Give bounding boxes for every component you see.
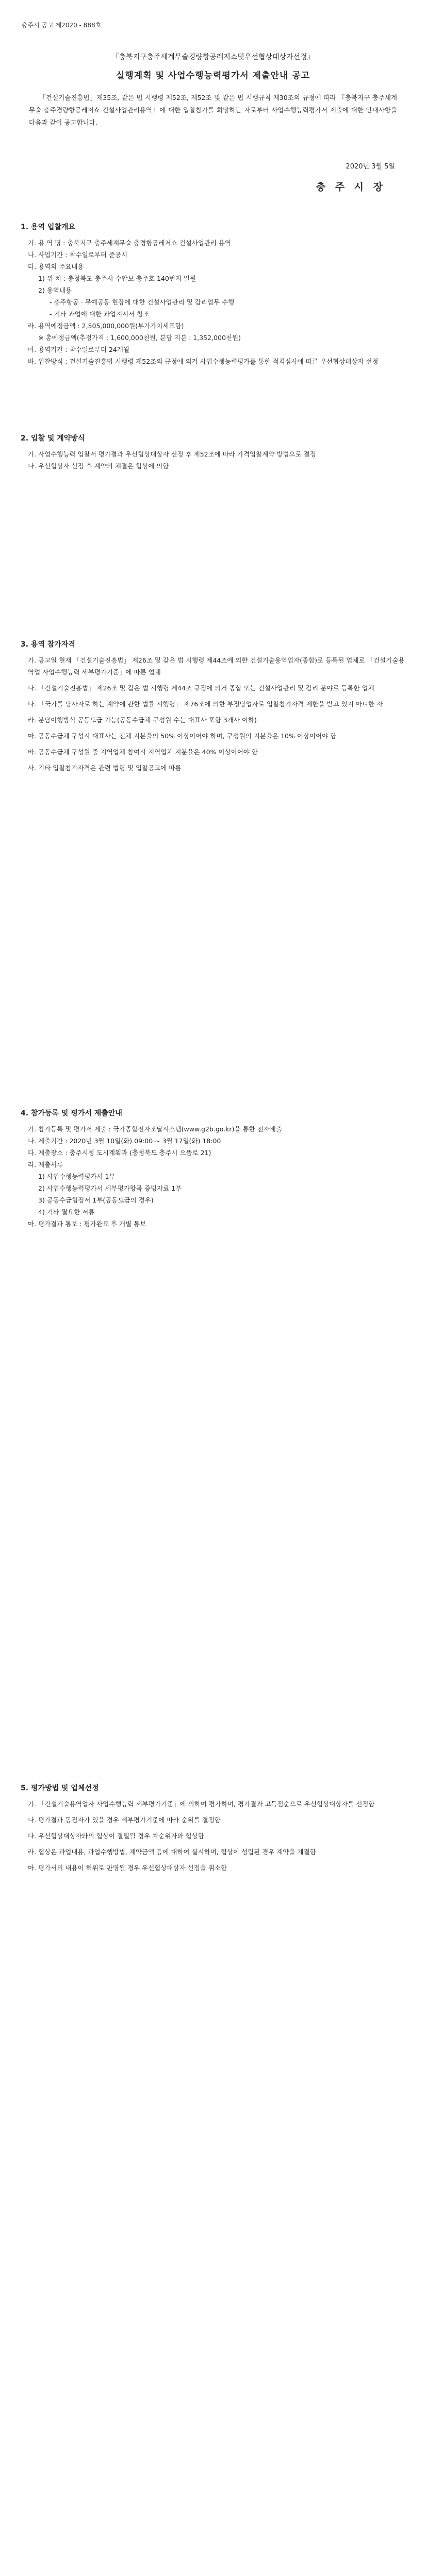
section-item: 나. 사업기간 : 착수일로부터 준공시	[28, 251, 128, 259]
section-item: 다. 제출장소 : 충주시청 도시계획과 (충청북도 충주시 으뜸로 21)	[28, 1149, 211, 1157]
section-item: 가. 사업수행능력 입찰서 평가결과 우선협상대상자 선정 후 제52조에 따라 가격입찰계약 방법으로 결정	[28, 450, 316, 458]
section-item: 바. 입찰방식 : 건설기술진흥법 시행령 제52조의 규정에 의거 사업수행능력평가를 통한 적격심사에 따른 우선협상대상자 선정	[28, 358, 379, 365]
section-title: 2. 입찰 및 계약방식	[21, 434, 85, 443]
section-bidding-overview	[21, 222, 405, 367]
section-qualification	[21, 639, 405, 774]
section-item: - 기타 과업에 대한 과업지시서 참조	[50, 310, 150, 318]
section-item: 마. 평가서의 내용이 허위로 판명될 경우 우선협상대상자 선정을 취소함	[28, 1864, 227, 1872]
section-evaluation	[21, 1783, 405, 1874]
section-item: 라. 제출서류	[28, 1161, 63, 1168]
section-item: 4) 기타 필요한 서류	[38, 1208, 95, 1216]
section-item: 2) 용역내용	[38, 286, 72, 294]
section-title: 1. 용역 입찰개요	[21, 223, 75, 231]
section-item: 1) 사업수행능력평가서 1부	[38, 1173, 116, 1180]
notice-subtitle: 『충북지구충주세계무술경량항공레저쇼및우선협상대상자선정』	[111, 53, 315, 61]
section-title: 3. 용역 참가자격	[21, 640, 75, 649]
section-item: 사. 기타 입찰참가자격은 관련 법령 및 입찰공고에 따름	[28, 764, 182, 772]
intro-paragraph: 「건설기술진흥법」제35조, 같은 법 시행령 제52조, 제52조 및 같은 법 시행규칙 제30조의 규정에 따라 『충북지구 충주세계무술 충주경량항공레저쇼 건설사업관리용역』에 대한 입찰참가를 희망하는 자로부터 사업수행능력평가서 제출에 대한 안내사항을 다음과 같이 공고합니다.	[29, 94, 397, 126]
section-item: 다. 「국가를 당사자로 하는 계약에 관한 법률 시행령」 제76조에 의한 부정당업자로 입찰참가자격 제한을 받고 있지 아니한 자	[28, 700, 383, 708]
document-number: 충주시 공고 제2020 - 888호	[22, 22, 102, 29]
section-item: 마. 용역기간 : 착수일로부터 24개월	[28, 346, 129, 353]
section-item: 마. 평가결과 통보 : 평가완료 후 개별 통보	[28, 1220, 146, 1228]
section-item: 라. 분담이행방식 공동도급 가능(공동수급체 구성원 수는 대표사 포함 3개사 이하)	[28, 716, 257, 724]
section-note: ※ 총예정금액(추정가격 : 1,600,000천원, 분담 지분 : 1,352,000천원)	[38, 334, 241, 342]
section-item: 다. 용역의 주요내용	[28, 263, 84, 270]
section-item: 나. 제출기간 : 2020년 3월 10일(화) 09:00 ~ 3월 17일(화) 18:00	[28, 1137, 221, 1145]
title-block	[21, 52, 405, 81]
section-item: 마. 공동수급체 구성시 대표사는 전체 지분율의 50% 이상이어야 하며, 구성원의 지분율은 10% 이상이어야 함	[28, 732, 337, 740]
section-item: 가. 용 역 명 : 충북지구 충주세계무술 충경항공레저쇼 건설사업관리 용역	[28, 239, 232, 247]
notice-title: 실행계획 및 사업수행능력평가서 제출안내 공고	[116, 71, 310, 81]
section-item: 3) 공동수급협정서 1부(공동도급의 경우)	[38, 1196, 154, 1204]
notice-date: 2020년 3월 5일	[346, 163, 395, 171]
section-title: 5. 평가방법 및 업체선정	[21, 1784, 99, 1792]
section-item: 가. 공고일 현재 「건설기술진흥법」 제26조 및 같은 법 시행령 제44조에 의한 건설기술용역업자(종합)로 등록된 업체로 「건설기술용역업 사업수행능력 세부평가기준」에 따른 업체	[28, 656, 405, 676]
section-item: 라. 용역예정금액 : 2,505,000,000원(부가가치세포함)	[28, 322, 184, 330]
section-item: - 충주항공 · 무예공동 현장에 대한 건설사업관리 및 감리업무 수행	[50, 298, 235, 306]
section-item: 다. 우선협상대상자와의 협상이 결렬될 경우 차순위자와 협상함	[28, 1832, 204, 1840]
section-item: 나. 평가결과 동점자가 있을 경우 세부평가기준에 따라 순위를 결정함	[28, 1816, 221, 1824]
section-item: 가. 참가등록 및 평가서 제출 : 국가종합전자조달시스템(www.g2b.go.kr)을 통한 전자제출	[28, 1125, 282, 1133]
section-item: 나. 우선협상자 선정 후 계약의 체결은 협상에 의함	[28, 462, 169, 470]
section-item: 라. 협상은 과업내용, 과업수행방법, 계약금액 등에 대하여 실시하며, 협상이 성립된 경우 계약을 체결함	[28, 1848, 316, 1856]
section-contract-method	[21, 433, 405, 472]
section-item: 1) 위 치 : 충청북도 충주시 수안보 충주호 140번지 일원	[38, 275, 196, 282]
section-title: 4. 참가등록 및 평가서 제출안내	[21, 1109, 122, 1117]
section-item: 바. 공동수급체 구성원 중 지역업체 참여시 지역업체 지분율은 40% 이상이어야 함	[28, 748, 258, 756]
issuer-name: 충 주 시 장	[316, 181, 386, 193]
section-registration	[21, 1108, 405, 1230]
section-item: 2) 사업수행능력평가서 세부평가항목 증빙자료 1부	[38, 1184, 182, 1192]
section-item: 가. 「건설기술용역업자 사업수행능력 세부평가기준」에 의하여 평가하며, 평가결과 고득점순으로 우선협상대상자를 선정함	[28, 1800, 375, 1808]
section-item: 나. 「건설기술진흥법」 제26조 및 같은 법 시행령 제44조 규정에 의거 종합 또는 건설사업관리 및 감리 분야로 등록한 업체	[28, 684, 374, 692]
